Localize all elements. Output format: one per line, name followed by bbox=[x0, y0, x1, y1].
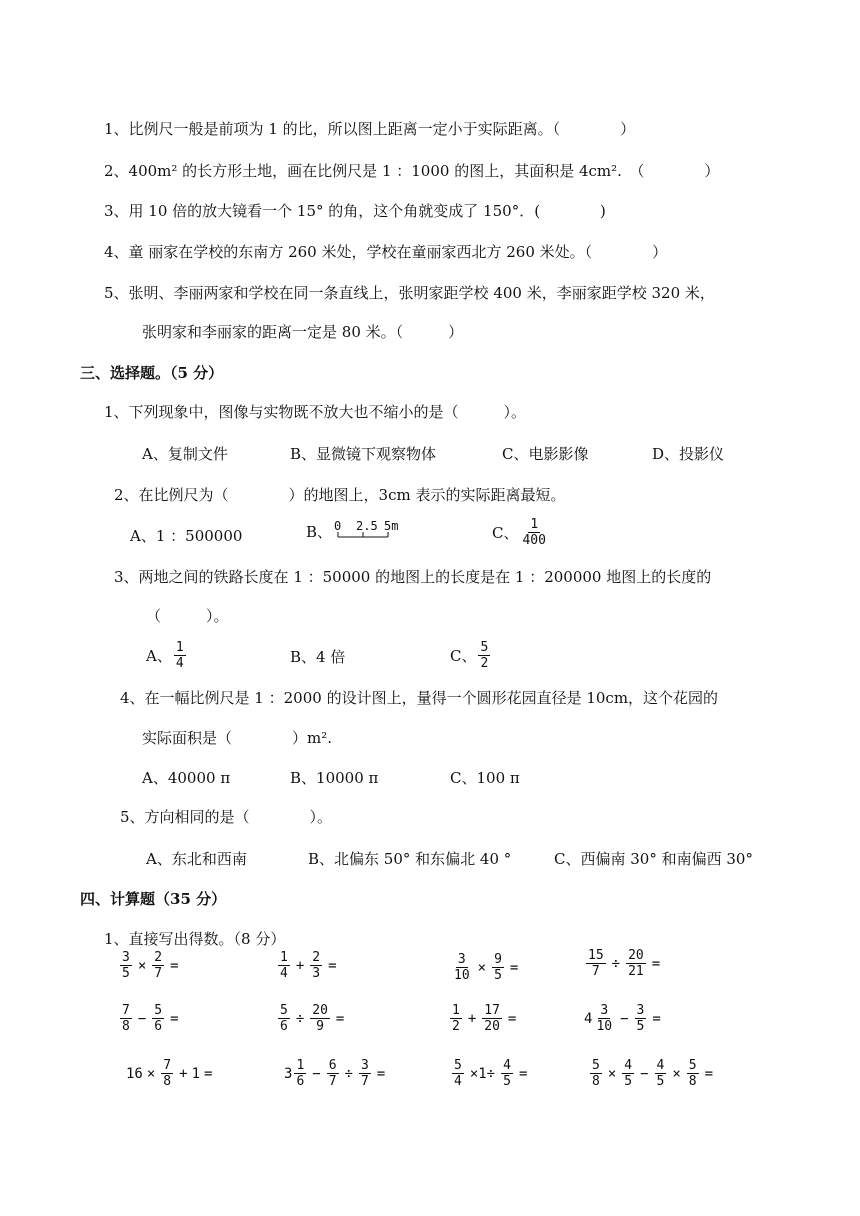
section-3-title: 三、选择题。（5 分） bbox=[80, 364, 224, 382]
numerator: 4 bbox=[624, 1058, 633, 1073]
section-4-title: 四、计算题（35 分） bbox=[80, 890, 227, 908]
fraction bbox=[492, 952, 504, 983]
s3-q3-option-c bbox=[450, 640, 492, 671]
denominator: 4 bbox=[280, 966, 288, 981]
s3-q5-option-c: C、西偏南 30° 和南偏西 30° bbox=[554, 850, 753, 868]
fraction bbox=[278, 950, 290, 981]
equals: = bbox=[328, 957, 337, 974]
numerator: 5 bbox=[280, 1003, 288, 1018]
equals: = bbox=[335, 1010, 345, 1027]
equals: = bbox=[170, 957, 179, 974]
denominator: 7 bbox=[328, 1074, 337, 1089]
s3-q4-line2: 实际面积是（ ）m². bbox=[142, 729, 333, 747]
calc-r1c3 bbox=[450, 952, 522, 983]
operator: ÷ bbox=[295, 1010, 305, 1027]
s3-q2-option-a: A、1 ：500000 bbox=[130, 527, 243, 545]
fraction bbox=[586, 948, 606, 979]
scale-bar bbox=[332, 521, 412, 543]
denominator: 8 bbox=[163, 1074, 172, 1089]
tf-item-3: 3、用 10 倍的放大镜看一个 15° 的角，这个角就变成了 150°．( ) bbox=[104, 202, 606, 220]
denominator: 5 bbox=[503, 1074, 511, 1089]
fraction bbox=[161, 1058, 173, 1089]
numerator: 9 bbox=[494, 952, 502, 967]
s3-q5: 5、方向相同的是（ ）。 bbox=[120, 808, 333, 826]
s4-q1: 1、直接写出得数。（8 分） bbox=[104, 930, 286, 948]
equals: = bbox=[170, 1010, 179, 1027]
fraction bbox=[359, 1058, 371, 1089]
denominator: 9 bbox=[316, 1019, 324, 1034]
operator: ×1÷ bbox=[469, 1065, 496, 1082]
numerator: 5 bbox=[154, 1003, 163, 1018]
fraction bbox=[687, 1058, 699, 1089]
operator: × bbox=[672, 1065, 681, 1082]
numerator: 3 bbox=[122, 950, 130, 965]
mixed-number: 4 $\frac{3}{10}$ bbox=[584, 1003, 613, 1034]
numerator: 1 bbox=[175, 640, 184, 655]
equals: = bbox=[651, 955, 661, 972]
s3-q3-line1: 3、两地之间的铁路长度在 1 ：50000 的地图上的长度是在 1 ：200000 地图上的长度的 bbox=[114, 568, 712, 586]
denominator: 5 bbox=[624, 1074, 633, 1089]
numerator: 1 bbox=[296, 1058, 305, 1073]
mixed-number: 3 $\frac{1}{6}$ bbox=[284, 1058, 305, 1089]
operator: + bbox=[467, 1010, 477, 1027]
tf-item-5: 5、张明、李丽两家和学校在同一条直线上，张明家距学校 400 米，李丽家距学校 320 米， bbox=[104, 284, 715, 302]
calc-r2c4 bbox=[584, 1003, 665, 1034]
s3-q3-line2: （ ）。 bbox=[146, 607, 229, 625]
equals: = bbox=[704, 1065, 714, 1082]
s3-q2: 2、在比例尺为（ ）的地图上，3cm 表示的实际距离最短。 bbox=[114, 486, 566, 504]
denominator: 8 bbox=[688, 1074, 697, 1089]
calc-r3c1 bbox=[126, 1058, 216, 1089]
equals: = bbox=[204, 1065, 213, 1082]
calc-r2c3 bbox=[448, 1003, 520, 1034]
fraction bbox=[120, 950, 132, 981]
numerator: 7 bbox=[163, 1058, 172, 1073]
s3-q5-option-b: B、北偏东 50° 和东偏北 40 ° bbox=[308, 850, 512, 868]
denominator: 21 bbox=[628, 964, 644, 979]
numerator: 15 bbox=[588, 948, 604, 963]
denominator: 10 bbox=[596, 1019, 613, 1034]
calc-r1c2 bbox=[276, 950, 341, 981]
equals: = bbox=[509, 959, 519, 976]
s3-q2-option-b bbox=[306, 521, 412, 543]
line-scale-graphic bbox=[332, 521, 412, 543]
equals: = bbox=[376, 1065, 386, 1082]
denominator: 5 bbox=[656, 1074, 665, 1089]
equals: = bbox=[507, 1010, 517, 1027]
numerator: 20 bbox=[312, 1003, 328, 1018]
calc-r3c4 bbox=[588, 1058, 717, 1089]
calc-r2c2 bbox=[276, 1003, 348, 1034]
operator: × bbox=[146, 1065, 156, 1082]
s3-q5-option-a: A、东北和西南 bbox=[146, 850, 247, 868]
numerator: 7 bbox=[122, 1003, 130, 1018]
numerator: 1 bbox=[452, 1003, 460, 1018]
operator: + bbox=[295, 957, 305, 974]
denominator: 400 bbox=[522, 533, 546, 548]
fraction bbox=[635, 1003, 647, 1034]
denominator: 3 bbox=[312, 966, 321, 981]
operator: × bbox=[137, 957, 147, 974]
calc-r3c3 bbox=[450, 1058, 531, 1089]
denominator: 8 bbox=[122, 1019, 130, 1034]
operator: − bbox=[620, 1010, 629, 1027]
numerator: 2 bbox=[312, 950, 321, 965]
equals: = bbox=[518, 1065, 528, 1082]
fraction bbox=[174, 640, 186, 671]
fraction bbox=[478, 640, 490, 671]
s3-q1-option-a: A、复制文件 bbox=[142, 445, 228, 463]
fraction bbox=[622, 1058, 634, 1089]
denominator: 8 bbox=[592, 1074, 600, 1089]
numerator: 4 bbox=[656, 1058, 665, 1073]
denominator: 20 bbox=[484, 1019, 500, 1034]
fraction bbox=[452, 1058, 464, 1089]
numerator: 20 bbox=[628, 948, 644, 963]
scale-tick-2-5: 2.5 bbox=[356, 519, 378, 533]
s3-q4-option-b: B、10000 π bbox=[290, 769, 379, 787]
denominator: 4 bbox=[175, 656, 184, 671]
operator: − bbox=[137, 1010, 147, 1027]
numerator: 5 bbox=[688, 1058, 697, 1073]
numerator: 1 bbox=[530, 517, 539, 532]
fraction bbox=[294, 1058, 306, 1089]
tf-item-1: 1、比例尺一般是前项为 1 的比，所以图上距离一定小于实际距离。（ ） bbox=[104, 120, 636, 138]
number: 1 bbox=[191, 1065, 200, 1082]
s3-q2-b-prefix: B、 bbox=[306, 523, 333, 541]
fraction bbox=[327, 1058, 339, 1089]
fraction bbox=[310, 1003, 330, 1034]
s3-q1-option-b: B、显微镜下观察物体 bbox=[290, 445, 437, 463]
calc-r2c1 bbox=[118, 1003, 183, 1034]
tf-item-5-cont: 张明家和李丽家的距离一定是 80 米。（ ） bbox=[142, 323, 464, 341]
s3-q1-option-d: D、投影仪 bbox=[652, 445, 725, 463]
denominator: 10 bbox=[454, 968, 470, 983]
denominator: 4 bbox=[454, 1074, 462, 1089]
operator: ÷ bbox=[344, 1065, 353, 1082]
fraction bbox=[152, 950, 164, 981]
fraction bbox=[452, 952, 472, 983]
denominator: 7 bbox=[591, 964, 600, 979]
denominator: 5 bbox=[122, 966, 130, 981]
numerator: 17 bbox=[484, 1003, 500, 1018]
s3-q4-option-c: C、100 π bbox=[450, 769, 520, 787]
calc-r1c1 bbox=[118, 950, 183, 981]
numerator: 5 bbox=[454, 1058, 462, 1073]
fraction bbox=[450, 1003, 462, 1034]
equals: = bbox=[652, 1010, 661, 1027]
operator: + bbox=[179, 1065, 188, 1082]
operator: × bbox=[607, 1065, 617, 1082]
s3-q4-line1: 4、在一幅比例尺是 1 ：2000 的设计图上，量得一个圆形花园直径是 10cm，这个花园的 bbox=[120, 689, 719, 707]
number: 16 bbox=[126, 1065, 143, 1082]
numerator: 3 bbox=[600, 1003, 609, 1018]
s3-q4-option-a: A、40000 π bbox=[142, 769, 231, 787]
fraction bbox=[590, 1058, 602, 1089]
fraction bbox=[520, 517, 547, 548]
denominator: 6 bbox=[296, 1074, 305, 1089]
calc-r3c2 bbox=[284, 1058, 389, 1089]
s3-q3-option-a bbox=[146, 640, 188, 671]
operator: − bbox=[312, 1065, 321, 1082]
s3-q1-option-c: C、电影影像 bbox=[502, 445, 589, 463]
numerator: 6 bbox=[328, 1058, 337, 1073]
s3-q2-c-prefix: C、 bbox=[492, 523, 519, 542]
calc-r1c4 bbox=[584, 948, 664, 979]
tf-item-4: 4、童 丽家在学校的东南方 260 米处，学校在童丽家西北方 260 米处。（ ） bbox=[104, 243, 668, 261]
s3-q3-option-b: B、4 倍 bbox=[290, 648, 346, 666]
tf-item-2: 2、400m² 的长方形土地，画在比例尺是 1 ：1000 的图上，其面积是 4cm². （ ） bbox=[104, 162, 720, 180]
denominator: 2 bbox=[452, 1019, 460, 1034]
fraction bbox=[655, 1058, 667, 1089]
numerator: 4 bbox=[503, 1058, 511, 1073]
fraction bbox=[120, 1003, 132, 1034]
scale-tick-5m: 5m bbox=[384, 519, 399, 533]
numerator: 3 bbox=[636, 1003, 645, 1018]
s3-q3-a-prefix: A、 bbox=[146, 646, 172, 665]
numerator: 2 bbox=[154, 950, 163, 965]
scale-tick-0: 0 bbox=[334, 519, 342, 533]
fraction bbox=[152, 1003, 164, 1034]
numerator: 3 bbox=[360, 1058, 369, 1073]
denominator: 6 bbox=[154, 1019, 163, 1034]
operator: ÷ bbox=[611, 955, 621, 972]
denominator: 5 bbox=[494, 968, 502, 983]
denominator: 7 bbox=[360, 1074, 369, 1089]
fraction bbox=[278, 1003, 290, 1034]
numerator: 3 bbox=[457, 952, 466, 967]
denominator: 7 bbox=[154, 966, 163, 981]
numerator: 5 bbox=[592, 1058, 600, 1073]
operator: − bbox=[640, 1065, 649, 1082]
s3-q3-c-prefix: C、 bbox=[450, 646, 477, 665]
s3-q2-option-c bbox=[492, 517, 550, 548]
numerator: 5 bbox=[480, 640, 489, 655]
fraction bbox=[594, 1003, 614, 1034]
denominator: 5 bbox=[636, 1019, 645, 1034]
operator: × bbox=[477, 959, 487, 976]
numerator: 1 bbox=[280, 950, 288, 965]
denominator: 2 bbox=[480, 656, 489, 671]
fraction bbox=[501, 1058, 513, 1089]
fraction bbox=[482, 1003, 502, 1034]
fraction bbox=[626, 948, 646, 979]
denominator: 6 bbox=[280, 1019, 288, 1034]
fraction bbox=[310, 950, 322, 981]
s3-q1: 1、下列现象中，图像与实物既不放大也不缩小的是（ ）。 bbox=[104, 403, 527, 421]
